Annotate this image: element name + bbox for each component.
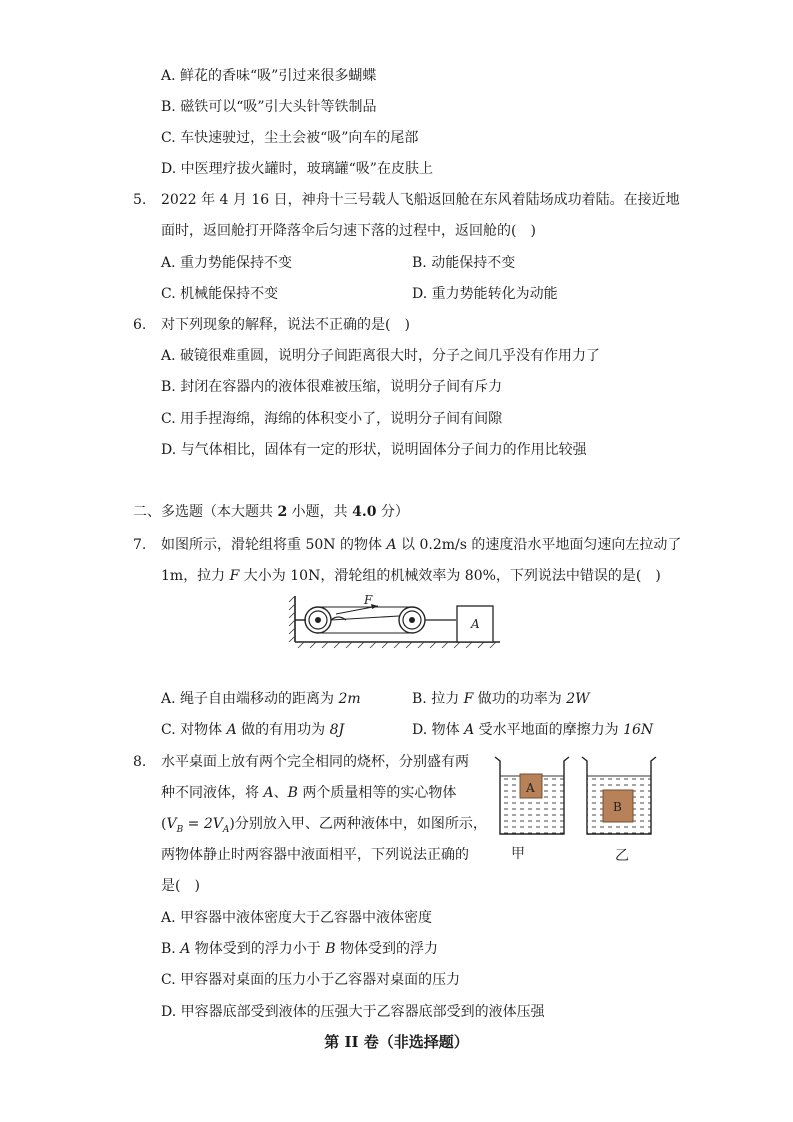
q5-option-d: D. 重力势能转化为动能 — [412, 286, 558, 302]
q8-option-a: A. 甲容器中液体密度大于乙容器中液体密度 — [161, 910, 433, 926]
q8-text: 两个质量相等的实心物体 — [297, 785, 457, 801]
section-count: 2 — [277, 504, 288, 520]
q7-text: 以 — [396, 537, 420, 553]
q6-stem: 对下列现象的解释，说法不正确的是( ) — [161, 317, 410, 333]
part-two-heading — [0, 1032, 793, 1052]
q8-symbol-a: A — [263, 785, 274, 801]
q4-option-d: D. 中医理疗拔火罐时，玻璃罐“吸”在皮肤上 — [161, 161, 433, 177]
ground — [295, 642, 500, 648]
q7-option-c-symbol: A — [226, 722, 237, 738]
q7-option-a-text: A. 绳子自由端移动的距离为 — [161, 691, 339, 707]
q8-beakers-figure — [487, 752, 662, 867]
q7-option-b-value: 2W — [566, 691, 590, 707]
part-two-suffix: 卷（非选择题） — [358, 1033, 469, 1051]
q7-object-label: A — [386, 537, 397, 553]
q5-stem-line2: 面时，返回舱打开降落伞后匀速下落的过程中，返回舱的( ) — [161, 223, 536, 239]
q7-option-c — [161, 720, 344, 740]
q8-option-b-text: 物体受到的浮力小于 — [190, 941, 326, 957]
q4-option-a: A. 鲜花的香味“吸”引过来很多蝴蝶 — [161, 68, 377, 84]
q8-text: )分别放入甲、乙两种液体中，如图所示， — [229, 816, 487, 832]
q8-volume-formula: $V_B = 2V_A$ — [166, 816, 230, 835]
q5-option-a: A. 重力势能保持不变 — [161, 255, 293, 271]
q8-stem-line4: 两物体静止时两容器中液面相平，下列说法正确的 — [161, 847, 469, 863]
q8-option-b-symbol-a: A — [180, 941, 191, 957]
q7-number: 7. — [133, 537, 147, 553]
q8-stem-line1: 水平桌面上放有两个完全相同的烧杯，分别盛有两 — [161, 754, 469, 770]
part-two-roman: II — [344, 1033, 359, 1051]
q8-stem-line2 — [161, 783, 456, 803]
q8-symbol-b: B — [287, 785, 298, 801]
q5-number: 5. — [133, 192, 147, 208]
q4-option-c: C. 车快速驶过，尘土会被“吸”向车的尾部 — [161, 130, 419, 146]
wall — [289, 596, 295, 642]
q7-pulley-figure — [288, 592, 503, 652]
q7-option-d-value: 16N — [623, 722, 654, 738]
section-middle: 小题，共 — [287, 504, 353, 520]
q8-stem-line3 — [161, 814, 487, 840]
q7-option-d-symbol: A — [464, 722, 475, 738]
q7-option-c-value: 8J — [329, 722, 345, 738]
fig-block-a-label: A — [526, 781, 535, 795]
q7-option-b-symbol: F — [463, 691, 474, 707]
q7-option-c-text: 做的有用功为 — [236, 722, 330, 738]
q8-option-d: D. 甲容器底部受到液体的压强大于乙容器底部受到的液体压强 — [161, 1004, 545, 1020]
q7-option-b-text: B. 拉力 — [412, 691, 464, 707]
q7-stem-line1 — [161, 535, 681, 555]
q8-option-c: C. 甲容器对桌面的压力小于乙容器对桌面的压力 — [161, 972, 461, 988]
section-prefix: 二、多选题（本大题共 — [133, 504, 278, 520]
movable-pulley — [399, 607, 456, 633]
q7-option-c-text: C. 对物体 — [161, 722, 227, 738]
fig-label-jia: 甲 — [511, 846, 525, 862]
section-suffix: 分） — [376, 504, 409, 520]
q7-option-a — [161, 689, 361, 709]
q7-option-d-text: 受水平地面的摩擦力为 — [474, 722, 624, 738]
q6-number: 6. — [133, 317, 147, 333]
rope — [318, 607, 412, 633]
q7-weight: 50N — [305, 537, 336, 553]
q7-text: ，拉力 — [183, 568, 230, 584]
q8-option-b-symbol-b: B — [325, 941, 336, 957]
fig-block-b-label: B — [613, 800, 622, 814]
q8-option-b-text: 物体受到的浮力 — [335, 941, 438, 957]
q7-option-b — [412, 689, 590, 709]
q5-option-b: B. 动能保持不变 — [412, 255, 516, 271]
q7-text: 如图所示，滑轮组将重 — [161, 537, 306, 553]
section-header-multiple-choice — [133, 502, 409, 522]
beaker-jia — [495, 757, 569, 834]
q7-force-value: 10N — [290, 568, 321, 584]
q7-text: 的速度沿水平地面匀速向左拉动了 — [466, 537, 682, 553]
fixed-pulley — [295, 607, 331, 633]
beaker-yi — [582, 757, 656, 834]
q6-option-d: D. 与气体相比，固体有一定的形状，说明固体分子间力的作用比较强 — [161, 442, 587, 458]
q8-text: 、 — [273, 785, 288, 801]
q7-option-b-text: 做功的功率为 — [473, 691, 567, 707]
q7-text: 大小为 — [239, 568, 291, 584]
q7-option-d — [412, 720, 653, 740]
q6-option-c: C. 用手捏海绵，海绵的体积变小了，说明分子间有间隙 — [161, 411, 503, 427]
q8-stem-line5: 是( ) — [161, 878, 200, 894]
q6-option-b: B. 封闭在容器内的液体很难被压缩，说明分子间有斥力 — [161, 379, 503, 395]
q7-distance: 1m — [161, 568, 184, 584]
q7-force-symbol: F — [229, 568, 240, 584]
part-two-prefix: 第 — [324, 1033, 345, 1051]
q8-text: ( — [161, 816, 167, 832]
q7-speed: 0.2m/s — [419, 537, 467, 553]
fig-object-label: A — [471, 617, 480, 631]
q7-text: 的物体 — [335, 537, 387, 553]
q6-option-a: A. 破镜很难重圆，说明分子间距离很大时，分子之间几乎没有作用力了 — [161, 348, 601, 364]
q5-option-c: C. 机械能保持不变 — [161, 286, 279, 302]
q7-option-d-text: D. 物体 — [412, 722, 465, 738]
fig-label-yi: 乙 — [615, 848, 629, 864]
q7-stem-line2 — [161, 566, 661, 586]
section-score: 4.0 — [352, 504, 377, 520]
q8-option-b — [161, 939, 438, 959]
q8-number: 8. — [133, 754, 147, 770]
q5-stem-line1: 2022 年 4 月 16 日，神舟十三号载人飞船返回舱在东风着陆场成功着陆。在接近地 — [161, 192, 680, 208]
q8-text: 种不同液体，将 — [161, 785, 264, 801]
q7-option-a-value: 2m — [338, 691, 361, 707]
fig-force-label: F — [364, 593, 373, 607]
q7-text: ，滑轮组的机械效率为 80%，下列说法中错误的是( ) — [320, 568, 661, 584]
q8-option-b-text: B. — [161, 941, 181, 957]
q4-option-b: B. 磁铁可以“吸”引大头针等铁制品 — [161, 99, 377, 115]
